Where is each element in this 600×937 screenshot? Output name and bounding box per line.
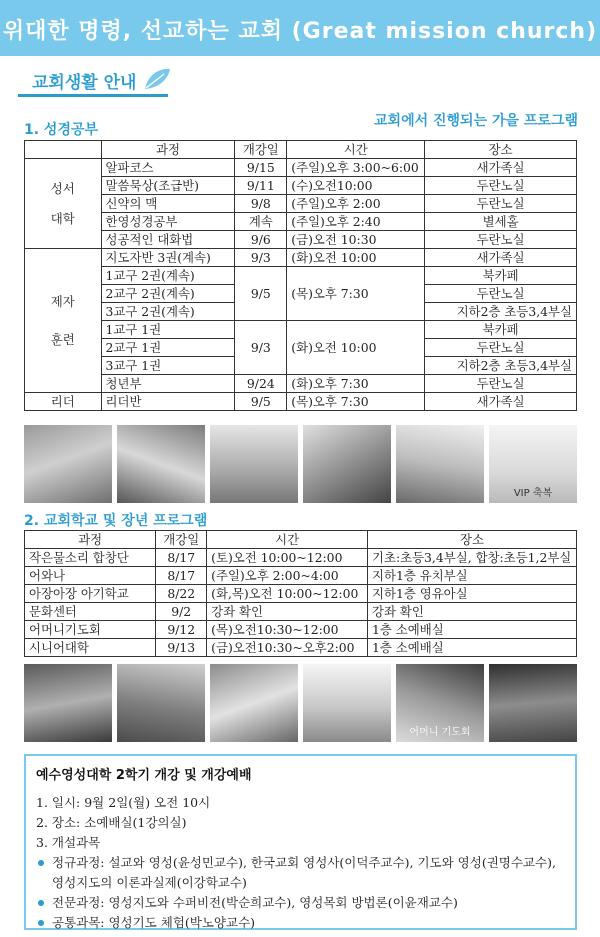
course-cell: 한영성경공부 — [101, 213, 235, 231]
notice-bullet — [36, 913, 565, 933]
table-row — [25, 231, 577, 249]
course-cell: 2교구 2권(계속) — [101, 285, 235, 303]
place-cell: 강좌 확인 — [368, 603, 577, 621]
date-cell: 9/15 — [235, 159, 287, 177]
date-cell: 8/17 — [156, 567, 207, 585]
course-cell: 신약의 맥 — [101, 195, 235, 213]
photo — [210, 664, 298, 742]
header-cell: 시간 — [207, 531, 368, 549]
place-cell: 새가족실 — [425, 159, 577, 177]
notice-box — [24, 754, 577, 930]
time-cell: (금)오전 10:30 — [287, 231, 425, 249]
bullet-text-continued: 영성지도의 이론과실제(이강학교수) — [52, 875, 247, 890]
table-row — [25, 639, 577, 657]
course-cell: 리더반 — [101, 393, 235, 411]
notice-line: 1. 일시: 9월 2일(월) 오전 10시 — [36, 795, 211, 810]
place-cell: 두란노실 — [425, 375, 577, 393]
header-cell: 개강일 — [156, 531, 207, 549]
time-cell: (화,목)오전 10:00~12:00 — [207, 585, 368, 603]
place-cell: 두란노실 — [425, 177, 577, 195]
section-tab-label: 교회생활 안내 — [32, 73, 137, 93]
place-cell: 북카페 — [425, 267, 577, 285]
table-row — [25, 549, 577, 567]
photo — [210, 425, 298, 503]
group-label: 성서 — [50, 180, 75, 196]
place-cell: 지하2층 초등3,4부실 — [425, 303, 577, 321]
date-cell: 9/3 — [235, 249, 287, 267]
course-cell: 아장아장 아기학교 — [25, 585, 156, 603]
table-row — [25, 159, 577, 177]
section1-right-heading: 교회에서 진행되는 가을 프로그램 — [374, 113, 578, 129]
date-cell: 9/13 — [156, 639, 207, 657]
table-header-row — [25, 531, 577, 549]
course-cell: 지도자반 3권(계속) — [101, 249, 235, 267]
photo — [24, 664, 112, 742]
header-cell — [25, 141, 102, 159]
church-school-table — [24, 530, 577, 657]
notice-line: 3. 개설과목 — [36, 835, 101, 850]
photo — [396, 425, 484, 503]
course-cell: 3교구 1권 — [101, 357, 235, 375]
header-cell: 과정 — [25, 531, 156, 549]
photo — [117, 425, 205, 503]
date-cell: 9/5 — [235, 393, 287, 411]
time-cell: (수)오전10:00 — [287, 177, 425, 195]
group-cell-jeja — [25, 249, 102, 393]
table-header-row — [25, 141, 577, 159]
photo — [117, 664, 205, 742]
place-cell: 지하2층 초등3,4부실 — [425, 357, 577, 375]
time-cell: (목)오후 7:30 — [287, 393, 425, 411]
notice-bullet — [36, 853, 565, 893]
table-row — [25, 267, 577, 285]
time-cell: (주일)오후 2:40 — [287, 213, 425, 231]
photo-strip-2 — [24, 664, 577, 742]
time-cell: (목)오전10:30~12:00 — [207, 621, 368, 639]
date-cell: 9/3 — [235, 321, 287, 375]
group-cell-rider: 리더 — [25, 393, 102, 411]
time-cell: (주일)오후 3:00~6:00 — [287, 159, 425, 177]
table-row — [25, 195, 577, 213]
date-cell: 9/24 — [235, 375, 287, 393]
course-cell: 성공적인 대화법 — [101, 231, 235, 249]
photo — [24, 425, 112, 503]
table-row — [25, 321, 577, 339]
notice-line: 2. 장소: 소예배실(1강의실) — [36, 815, 187, 830]
leaf-icon — [142, 66, 172, 92]
course-cell: 어머니기도회 — [25, 621, 156, 639]
time-cell: (화)오전 10:00 — [287, 249, 425, 267]
date-cell: 9/12 — [156, 621, 207, 639]
photo-strip-1 — [24, 425, 577, 503]
table-row — [25, 393, 577, 411]
course-cell: 작은물소리 합창단 — [25, 549, 156, 567]
header-cell: 장소 — [368, 531, 577, 549]
header-cell: 과정 — [101, 141, 235, 159]
photo — [489, 664, 577, 742]
place-cell: 지하1층 유치부실 — [368, 567, 577, 585]
poster-image — [396, 664, 484, 742]
notice-bullet — [36, 893, 565, 913]
section2-heading: 2. 교회학교 및 장년 프로그램 — [24, 513, 208, 529]
banner-title: 위대한 명령, 선교하는 교회 (Great mission church) — [2, 19, 598, 44]
place-cell: 두란노실 — [425, 339, 577, 357]
notice-title: 예수영성대학 2학기 개강 및 개강예배 — [36, 768, 252, 783]
bullet-text: 전문과정: 영성지도와 수퍼비전(박순희교수), 영성목회 방법론(이윤재교수) — [52, 895, 458, 910]
group-cell-seongseo — [25, 159, 102, 249]
date-cell: 8/17 — [156, 549, 207, 567]
place-cell: 새가족실 — [425, 393, 577, 411]
section-tab-underline — [18, 94, 168, 97]
place-cell: 1층 소예배실 — [368, 639, 577, 657]
photo — [303, 664, 391, 742]
time-cell: 강좌 확인 — [207, 603, 368, 621]
table-row — [25, 567, 577, 585]
date-cell: 8/22 — [156, 585, 207, 603]
date-cell: 9/6 — [235, 231, 287, 249]
header-cell: 장소 — [425, 141, 577, 159]
table-row — [25, 213, 577, 231]
date-cell: 계속 — [235, 213, 287, 231]
bible-study-table — [24, 140, 577, 411]
time-cell: (토)오전 10:00~12:00 — [207, 549, 368, 567]
poster-caption: 어머니 기도회 — [409, 727, 471, 738]
place-cell: 지하1층 영유아실 — [368, 585, 577, 603]
course-cell: 1교구 2권(계속) — [101, 267, 235, 285]
bullet-text: 정규과정: 설교와 영성(윤성민교수), 한국교회 영성사(이덕주교수), 기도와 영성(권명수교수), — [52, 855, 556, 870]
group-label: 훈련 — [50, 331, 75, 347]
place-cell: 두란노실 — [425, 231, 577, 249]
time-cell: (목)오후 7:30 — [287, 267, 425, 321]
date-cell: 9/5 — [235, 267, 287, 321]
header-cell: 개강일 — [235, 141, 287, 159]
course-cell: 어와나 — [25, 567, 156, 585]
table-row — [25, 585, 577, 603]
course-cell: 1교구 1권 — [101, 321, 235, 339]
date-cell: 9/11 — [235, 177, 287, 195]
group-label: 대학 — [50, 210, 75, 226]
table-row — [25, 177, 577, 195]
time-cell: (주일)오후 2:00~4:00 — [207, 567, 368, 585]
table-row — [25, 375, 577, 393]
time-cell: (화)오후 7:30 — [287, 375, 425, 393]
place-cell: 북카페 — [425, 321, 577, 339]
table-row — [25, 603, 577, 621]
course-cell: 문화센터 — [25, 603, 156, 621]
course-cell: 2교구 1권 — [101, 339, 235, 357]
bullet-text: 공통과목: 영성기도 체험(박노양교수) — [52, 915, 256, 930]
place-cell: 별세홀 — [425, 213, 577, 231]
course-cell: 알파코스 — [101, 159, 235, 177]
date-cell: 9/8 — [235, 195, 287, 213]
poster-caption: VIP 축복 — [513, 488, 553, 499]
date-cell: 9/2 — [156, 603, 207, 621]
section1-heading: 1. 성경공부 — [24, 122, 99, 138]
course-cell: 시니어대학 — [25, 639, 156, 657]
place-cell: 두란노실 — [425, 195, 577, 213]
course-cell: 청년부 — [101, 375, 235, 393]
place-cell: 1층 소예배실 — [368, 621, 577, 639]
time-cell: (주일)오후 2:00 — [287, 195, 425, 213]
group-label: 제자 — [50, 293, 75, 309]
table-row — [25, 621, 577, 639]
place-cell: 새가족실 — [425, 249, 577, 267]
poster-image — [489, 425, 577, 503]
time-cell: (금)오전10:30~오후2:00 — [207, 639, 368, 657]
place-cell: 두란노실 — [425, 285, 577, 303]
time-cell: (화)오전 10:00 — [287, 321, 425, 375]
photo — [303, 425, 391, 503]
course-cell: 말씀묵상(조급반) — [101, 177, 235, 195]
section-tab — [18, 66, 168, 94]
top-banner — [0, 0, 600, 56]
table-row — [25, 249, 577, 267]
place-cell: 기초:초등3,4부실, 합창:초등1,2부실 — [368, 549, 577, 567]
course-cell: 3교구 2권(계속) — [101, 303, 235, 321]
header-cell: 시간 — [287, 141, 425, 159]
